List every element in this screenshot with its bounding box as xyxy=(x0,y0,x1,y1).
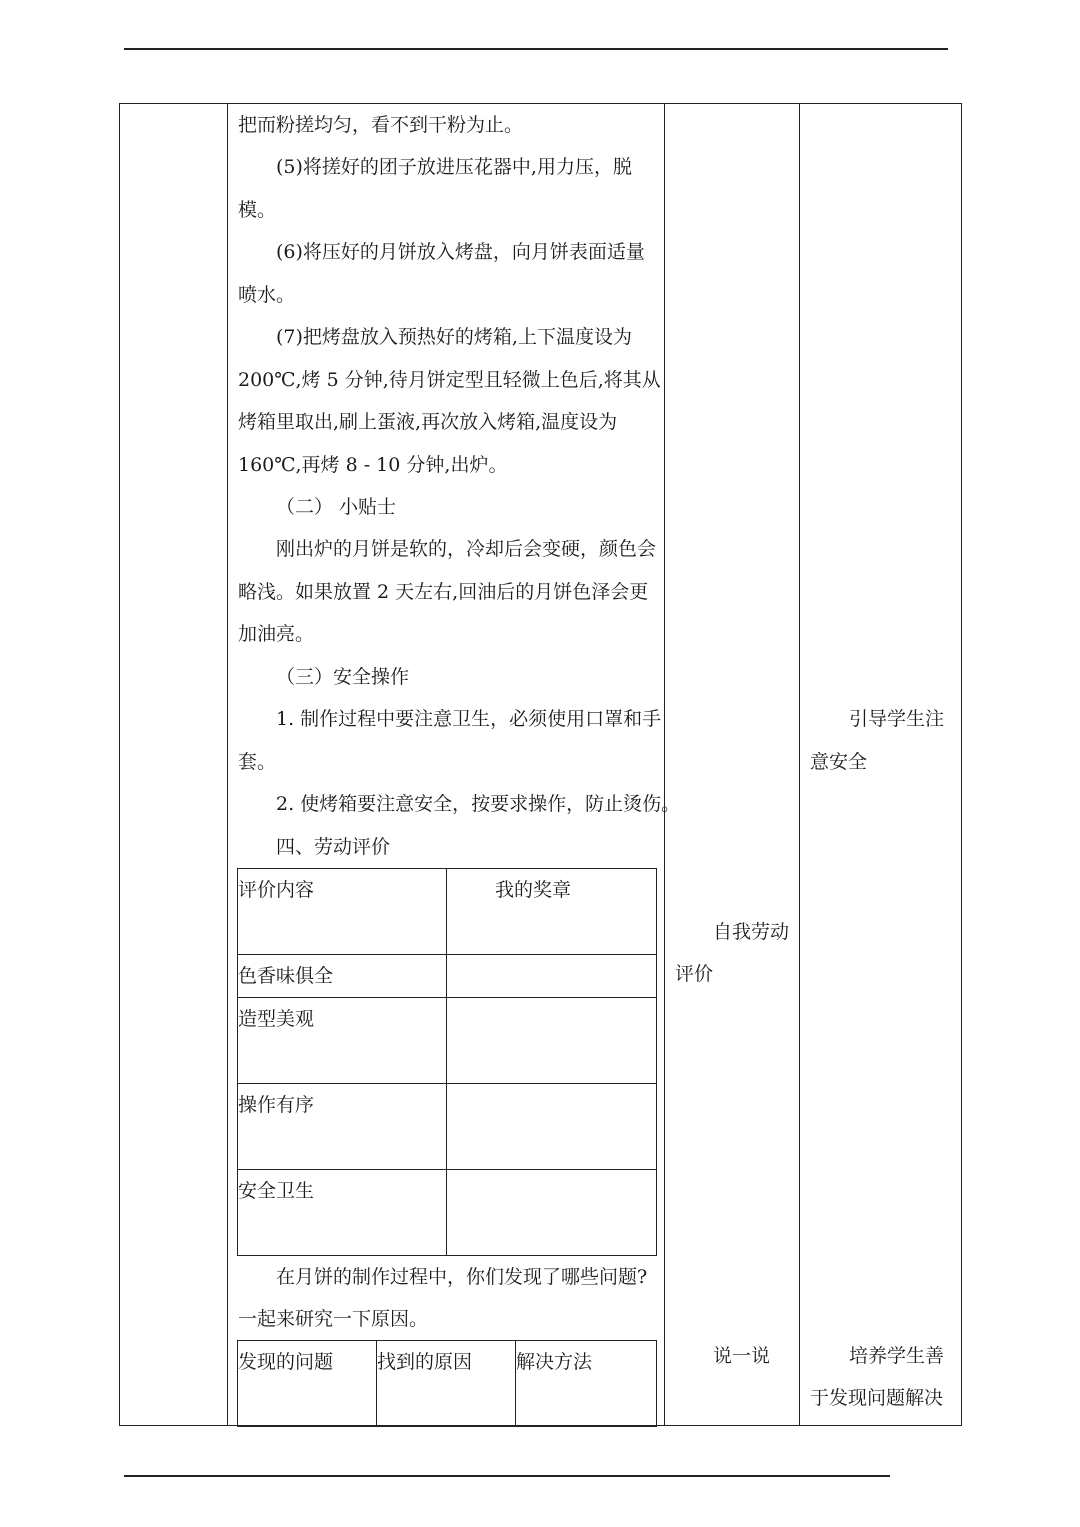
step-text: 烤箱里取出,刷上蛋液,再次放入烤箱,温度设为 xyxy=(238,411,618,433)
eval-row-label: 安全卫生 xyxy=(238,1170,447,1256)
activity-talk: 说一说 xyxy=(713,1345,771,1367)
intent-safety: 引导学生注 xyxy=(849,708,945,730)
eval-header-content: 评价内容 xyxy=(238,869,447,955)
step-text: (7)把烤盘放入预热好的烤箱,上下温度设为 xyxy=(276,326,632,348)
safety-text: 1. 制作过程中要注意卫生，必须使用口罩和手 xyxy=(276,708,662,730)
eval-row-label: 造型美观 xyxy=(238,998,447,1084)
step-text: 160℃,再烤 8 - 10 分钟,出炉。 xyxy=(238,454,508,476)
problem-header-solution: 解决方法 xyxy=(516,1341,657,1427)
eval-medal-cell[interactable] xyxy=(447,1170,657,1256)
step-text: (5)将搓好的团子放进压花器中,用力压，脱 xyxy=(276,156,632,178)
problem-header-reason: 找到的原因 xyxy=(377,1341,516,1427)
intent-problem: 培养学生善 xyxy=(849,1345,945,1367)
section-heading: 四、劳动评价 xyxy=(276,836,391,858)
step-text: 200℃,烤 5 分钟,待月饼定型且轻微上色后,将其从 xyxy=(238,369,661,391)
eval-row-label: 色香味俱全 xyxy=(238,955,447,998)
column-divider xyxy=(799,104,800,1425)
activity-self-eval: 自我劳动 xyxy=(713,921,790,943)
tip-text: 加油亮。 xyxy=(238,623,315,645)
question-text: 在月饼的制作过程中，你们发现了哪些问题? xyxy=(276,1266,648,1288)
column-divider xyxy=(664,104,665,1425)
section-heading: （三）安全操作 xyxy=(276,666,410,688)
problem-header-found: 发现的问题 xyxy=(238,1341,377,1427)
eval-header-medal: 我的奖章 xyxy=(447,869,657,955)
eval-medal-cell[interactable] xyxy=(447,955,657,998)
question-text: 一起来研究一下原因。 xyxy=(238,1308,429,1330)
evaluation-table xyxy=(237,868,657,1256)
step-text: 把而粉搓均匀，看不到干粉为止。 xyxy=(238,114,524,136)
activity-self-eval: 评价 xyxy=(675,963,714,985)
eval-medal-cell[interactable] xyxy=(447,1084,657,1170)
eval-medal-cell[interactable] xyxy=(447,998,657,1084)
safety-text: 套。 xyxy=(238,751,277,773)
column-divider xyxy=(227,104,228,1425)
eval-row-label: 操作有序 xyxy=(238,1084,447,1170)
intent-problem: 于发现问题解决 xyxy=(810,1387,944,1409)
safety-text: 2. 使烤箱要注意安全，按要求操作，防止烫伤。 xyxy=(276,793,681,815)
header-rule xyxy=(124,48,948,50)
tip-text: 刚出炉的月饼是软的，冷却后会变硬，颜色会 xyxy=(276,538,657,560)
footer-rule xyxy=(124,1475,890,1477)
problem-table xyxy=(237,1340,657,1427)
intent-safety: 意安全 xyxy=(810,751,868,773)
step-text: 喷水。 xyxy=(238,284,296,306)
step-text: 模。 xyxy=(238,199,277,221)
section-heading: （二） 小贴士 xyxy=(276,496,397,518)
step-text: (6)将压好的月饼放入烤盘，向月饼表面适量 xyxy=(276,241,645,263)
tip-text: 略浅。如果放置 2 天左右,回油后的月饼色泽会更 xyxy=(238,581,649,603)
